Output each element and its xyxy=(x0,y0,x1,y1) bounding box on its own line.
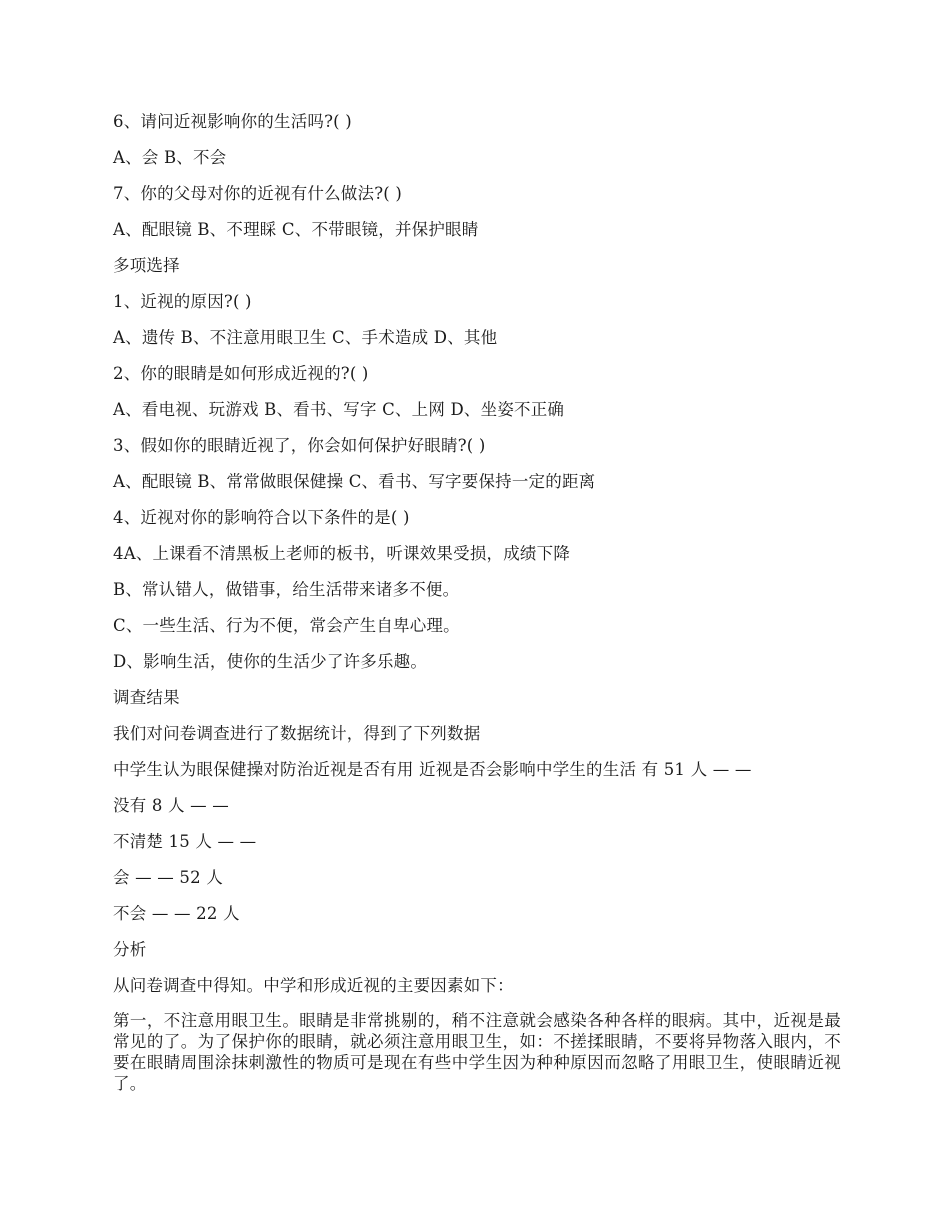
question-7: 7、你的父母对你的近视有什么做法?( ) xyxy=(113,184,402,203)
mc-question-4-option-d: D、影响生活，使你的生活少了许多乐趣。 xyxy=(113,652,428,671)
analysis-paragraph-1: 第一，不注意用眼卫生。眼睛是非常挑剔的，稍不注意就会感染各种各样的眼病。其中，近视是最常见的了。为了保护你的眼睛，就必须注意用眼卫生，如：不搓揉眼睛，不要将异物落入眼内，不要在眼睛周围涂抹刺激性的物质可是现在有些中学生因为种种原因而忽略了用眼卫生，使眼睛近视了。 xyxy=(113,1011,841,1093)
mc-question-1-options: A、遗传 B、不注意用眼卫生 C、手术造成 D、其他 xyxy=(113,328,498,347)
analysis-intro: 从问卷调查中得知。中学和形成近视的主要因素如下： xyxy=(113,976,514,995)
mc-question-3: 3、假如你的眼睛近视了，你会如何保护好眼睛?( ) xyxy=(113,436,486,455)
section-heading-multiple-choice: 多项选择 xyxy=(113,256,180,275)
mc-question-4-option-a: 4A、上课看不清黑板上老师的板书，听课效果受损，成绩下降 xyxy=(113,544,571,563)
section-heading-analysis: 分析 xyxy=(113,940,147,959)
question-7-options: A、配眼镜 B、不理睬 C、不带眼镜，并保护眼睛 xyxy=(113,220,479,239)
document-page xyxy=(113,110,841,1094)
results-line-4: 会 — — 52 人 xyxy=(113,868,223,887)
section-heading-results: 调查结果 xyxy=(113,688,180,707)
results-line-2: 没有 8 人 — — xyxy=(113,796,229,815)
mc-question-4-option-c: C、一些生活、行为不便，常会产生自卑心理。 xyxy=(113,616,460,635)
mc-question-1: 1、近视的原因?( ) xyxy=(113,292,252,311)
question-6: 6、请问近视影响你的生活吗?( ) xyxy=(113,112,352,131)
question-6-options: A、会 B、不会 xyxy=(113,148,227,167)
mc-question-4-option-b: B、常认错人，做错事，给生活带来诸多不便。 xyxy=(113,580,460,599)
results-line-5: 不会 — — 22 人 xyxy=(113,904,240,923)
results-line-1: 中学生认为眼保健操对防治近视是否有用 近视是否会影响中学生的生活 有 51 人 — — xyxy=(113,760,752,779)
mc-question-4: 4、近视对你的影响符合以下条件的是( ) xyxy=(113,508,410,527)
mc-question-2: 2、你的眼睛是如何形成近视的?( ) xyxy=(113,364,369,383)
mc-question-3-options: A、配眼镜 B、常常做眼保健操 C、看书、写字要保持一定的距离 xyxy=(113,472,596,491)
results-line-3: 不清楚 15 人 — — xyxy=(113,832,257,851)
mc-question-2-options: A、看电视、玩游戏 B、看书、写字 C、上网 D、坐姿不正确 xyxy=(113,400,565,419)
results-intro: 我们对问卷调查进行了数据统计，得到了下列数据 xyxy=(113,724,481,743)
